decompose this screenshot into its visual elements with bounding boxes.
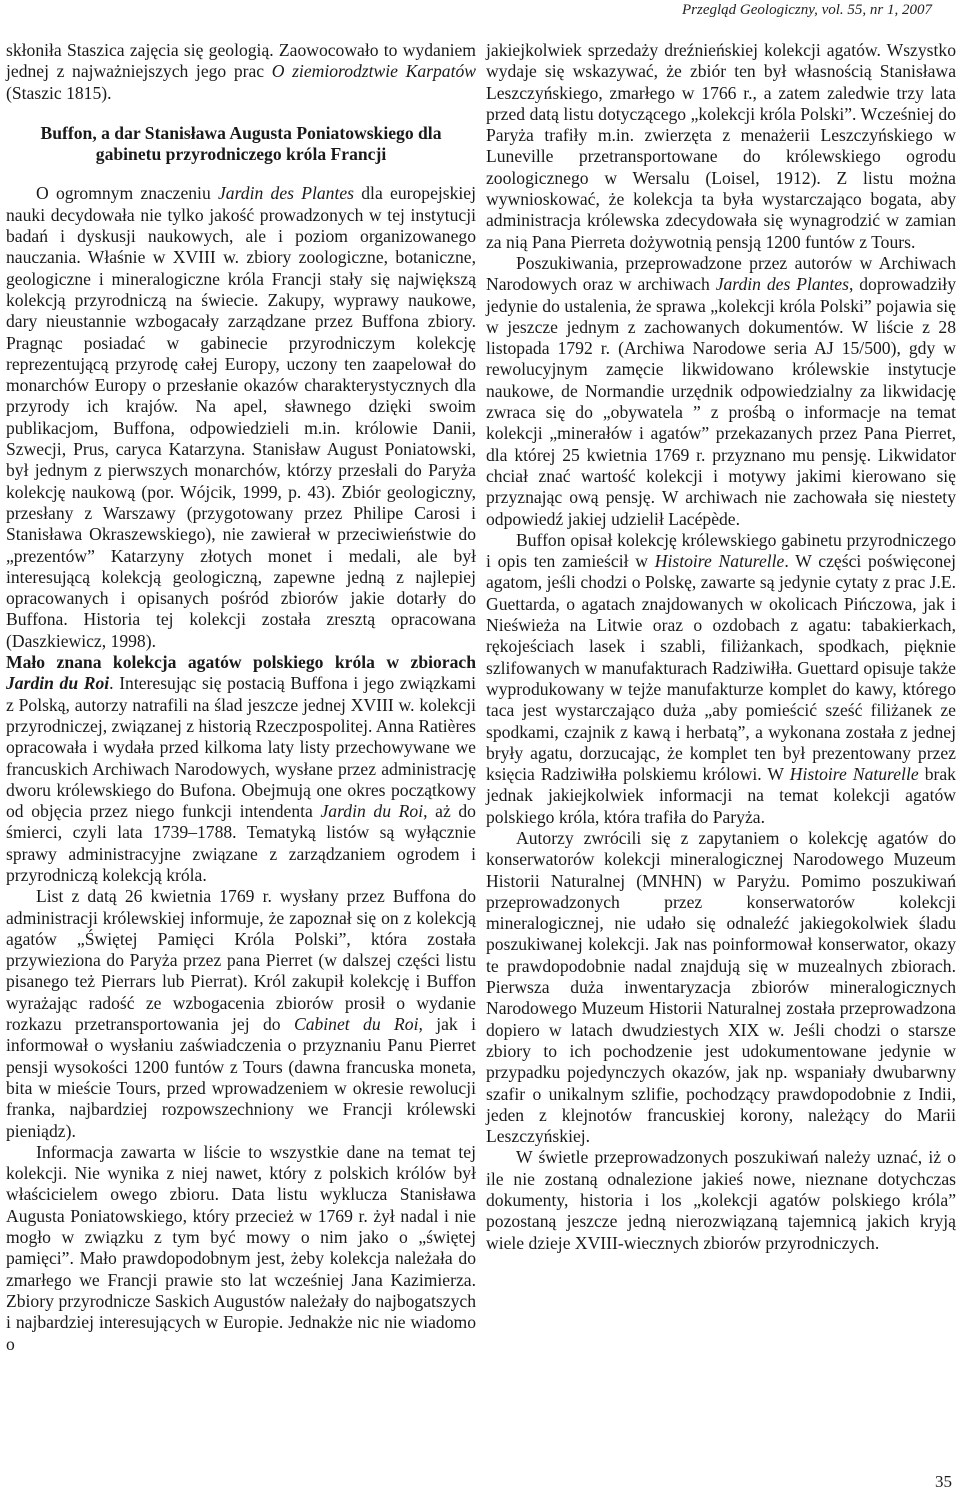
text-run: , aż do śmierci, czyli lata 1739–1788. Tematyką listów są wyłącznie sprawy administracyjne związane z zarządzaniem ogrodem i przyrodniczą kolekcją króla. [6, 801, 476, 885]
paragraph [486, 828, 956, 1147]
text-run: . W części poświęconej agatom, jeśli chodzi o Polskę, zawarte są jedynie cytaty z prac J.E. Guettarda, o agatach znajdowanych w okolicach Pińczowa, jak i Nieświeża na Litwie oraz o ozdobach z agatu: tabakierkach, rękojeściach lasek i szabli, filiżankach, spodkach, pięknie szlifowanych w manufakturach Radziwiłła. Guettard opisuje także wyprodukowany w tejże manufakturze komplet do kawy, którego taca jest wystarczająco duża „aby pomieścić sześć filiżanek ze spodkami, czajnik z kawą i herbatą”, a wykonana została z jednej bryły agatu, dorzucając, że komplet ten był prezentowany przez księcia Radziwiłła polskiemu królowi. W [486, 551, 956, 785]
text-run: Poszukiwania, przeprowadzone przez autorów w Archiwach Narodowych oraz w archiwach [486, 252, 956, 295]
italic-run: Cabinet du Roi, [293, 1014, 423, 1035]
text-run: O ogromnym znaczeniu [36, 183, 218, 204]
text-run: Informacja zawarta w liście to wszystkie dane na temat tej kolekcji. Nie wynika z niej nawet, który z polskich królów był właścicielem owego zbioru. Data listu wyklucza Stanisława Augusta Poniatowskiego, który przecież w 1769 r. żył nadal i nie mogło w związku z tym być mowy o nim jako o „świętej pamięci”. Mało prawdopodobnym jest, żeby kolekcja należała do zmarłego we Francji prawie sto lat wcześniej Jana Kazimierza. Zbiory przyrodnicze Saskich Augustów należały do najbogatszych i najbardziej interesujących w Europie. Jednakże nic nie wiadomo o [6, 1141, 476, 1354]
text-run: Autorzy zwrócili się z zapytaniem o kolekcję agatów do konserwatorów kolekcji mineralogicznej Narodowego Muzeum Historii Naturalnej (MNHN) w Paryżu. Pomimo poszukiwań przeprowadzonych przez konserwatorów kolekcji mineralogicznej, nie udało się odnaleźć jakiegokolwiek śladu poszukiwanej kolekcji. Jak nas poinformował konserwator, okazy te prawdopodobnie nadal znajdują się w muzealnych zbiorach. Pierwsza duża inwentaryzacja zbiorów mineralogicznych Narodowego Muzeum Historii Naturalnej została przeprowadzona dopiero w latach dwudziestych XIX w. Jeśli chodzi o starsze zbiory to ich pochodzenie jest udokumentowane jedynie w przypadku pojedynczych okazów, jak np. wspaniały dwubarwny szafir o unikalnym szlifie, pochodzący prawdopodobnie z Indii, jeden z klejnotów francuskiej korony, należący do Marii Leszczyńskiej. [486, 827, 956, 1147]
paragraph [486, 1147, 956, 1253]
paragraph [6, 886, 476, 1142]
text-run: jak i informował o wysłaniu zaświadczenia o przyznaniu Panu Pierret pensji wysokości 1200 funtów z Tours (dawna francuska moneta, bita w mieście Tours, przed wprowadzeniem w okresie rewolucji franka, najbardziej rozpowszechniony we Francji królewski pieniądz). [6, 1014, 476, 1141]
section-heading: Buffon, a dar Stanisława Augusta Poniatowskiego dla gabinetu przyrodniczego króla Francji [40, 122, 442, 165]
italic-run: O ziemiorodztwie Karpatów [271, 61, 476, 82]
bold-run: Mało znana kolekcja agatów polskiego króla w zbiorach [6, 652, 476, 673]
italic-run: Jardin des Plantes [218, 183, 355, 204]
paragraph [486, 253, 956, 530]
italic-run: Histoire Naturelle [654, 551, 785, 572]
text-run: List z datą 26 kwietnia 1769 r. wysłany przez Buffona do administracji królewskiej informuje, że zapoznał się on z kolekcją agatów „Świętej Pamięci Króla Polski”, która została przywieziona do Paryża przez pana Pierret (w dalszej części listu pisanego też Pierrars lub Pierrat). Król zakupił kolekcję i Buffon wyrażając radość ze wzbogacenia zbiorów prosił o wydanie rozkazu przetransportowania jej do [6, 886, 476, 1035]
paragraph [486, 40, 956, 253]
text-run: jakiejkolwiek sprzedaży dreźnieńskiej kolekcji agatów. Wszystko wydaje się wskazywać, że zbiór ten był własnością Stanisława Leszczyńskiego, zmarłego w 1766 r., a zatem zaledwie trzy lata przed datą listu dotyczącego „kolekcji króla Polski”. Wcześniej do Paryża trafiły m.in. zwierzęta z menażerii Leszczyńskiego w Luneville przetransportowane do królewskiego ogrodu zoologicznego w Wersalu (Loisel, 1912). Z listu można wywnioskować, że kolekcja ta była wystarczająco bogata, aby administracja królewska zdecydowała się wynagrodzić w zamian za nią Pana Pierreta dożywotnią pensją 1200 funtów z Tours. [486, 40, 956, 252]
text-run: brak jednak jakiejkolwiek informacji na temat kolekcji agatów polskiego króla, która trafiła do Paryża. [486, 764, 956, 827]
text-run: W świetle przeprowadzonych poszukiwań należy uznać, iż o ile nie zostaną odnalezione jakieś nowe, nieznane dotychczas dokumenty, historia i los „kolekcji agatów polskiego króla” pozostaną jeszcze jedną nierozwiązaną tajemnicą jakich kryją wiele dzieje XVIII-wiecznych zbiorów przyrodniczych. [486, 1147, 956, 1253]
italic-run: Jardin du Roi [320, 801, 424, 822]
italic-run: Histoire Naturelle [789, 764, 919, 785]
paragraph [486, 530, 956, 828]
paragraph [6, 40, 476, 104]
text-run: (Staszic 1815). [6, 82, 112, 103]
text-run: skłoniła Staszica zajęcia się geologią. Zaowocowało to wydaniem jednej z najważniejszych jego prac [6, 40, 476, 82]
paragraph [6, 652, 476, 886]
left-column [6, 40, 476, 1355]
text-run: , doprowadziły jedynie do ustalenia, że sprawa „kolekcji króla Polski” pojawia się w jeszcze jednym z zachowanych dokumentów. W liście z 28 listopada 1792 r. (Archiwa Narodowe seria AJ 15/500), gdy w rewolucyjnym zamęcie likwidowano królewskie instytucje naukowe, de Normandie urzędnik odpowiedzialny za likwidację zwraca się do „obywatela ” z prośbą o informacje na temat kolekcji „minerałów i agatów” przekazanych przez Pana Pierret, dla której 25 kwietnia 1769 r. przyznano mu pensję. Likwidator chciał znać wartość kolekcji i motywy jakimi kierowano się przyznając ową pensję. W archiwach nie zachowała się niestety odpowiedź jakiej udzielił Lacépède. [486, 274, 956, 529]
paragraph [6, 1142, 476, 1355]
text-run: . Interesując się postacią Buffona i jego związkami z Polską, autorzy natrafili na ślad jeszcze jednej XVIII w. kolekcji przyrodniczej, związanej z historią Rzeczpospolitej. Anna Ratières opracowała i wydała przed kilkoma laty listy przechowywane we francuskich Archiwach Narodowych, wysłane przez administrację dworu królewskiego do Bufona. Obejmują one okres początkowy od objęcia przez niego funkcji intendenta [6, 673, 476, 822]
journal-header: Przegląd Geologiczny, vol. 55, nr 1, 2007 [682, 2, 932, 18]
right-column [486, 40, 956, 1254]
text-run: dla europejskiej nauki decydowała nie tylko jakość prowadzonych w tej instytucji badań i dyskusji naukowych, ale i poziom organizowanego nauczania. Właśnie w XVIII w. zbiory zoologiczne, botaniczne, geologiczne i mineralogiczne króla Francji stały się największą kolekcją przyrodniczą na świecie. Zakupy, wyprawy naukowe, dary nieustannie wzbogacały zarządzane przez Buffona zbiory. Pragnąc posiadać w gabinecie przyrodniczym kolekcję reprezentującą przyrodę całej Europy, uczony ten zaapelował do monarchów Europy o przesłanie okazów charakterystycznych dla przyrody ich krajów. Na apel, sławnego dzięki swoim publikacjom, Buffona, odpowiedzieli m.in. królowie Danii, Szwecji, Prus, caryca Katarzyna. Stanisław August Poniatowski, był jednym z pierwszych monarchów, którzy przesłali do Paryża kolekcję naukową (por. Wójcik, 1999, p. 43). Zbiór geologiczny, przesłany z Warszawy (przygotowany przez Philipe Carosi i Stanisława Okraszewskiego), nie zawierał w przeciwieństwie do „prezentów” Katarzyny złotych monet i medali, ale był interesującą kolekcją geologiczną, zapewne jedną z najlepiej opracowanych i opisanych pośród zbiorów jakie dotarły do Buffona. Historia tej kolekcji została zresztą opracowana (Daszkiewicz, 1998). [6, 183, 476, 651]
page-number: 35 [935, 1472, 952, 1491]
italic-run: Jardin des Plantes [715, 274, 849, 295]
paragraph [6, 183, 476, 652]
text-run: Buffon opisał kolekcję królewskiego gabinetu przyrodniczego i opis ten zamieścił w [486, 529, 956, 572]
bold-italic-run: Jardin du Roi [6, 673, 110, 694]
bold-run [6, 673, 109, 693]
